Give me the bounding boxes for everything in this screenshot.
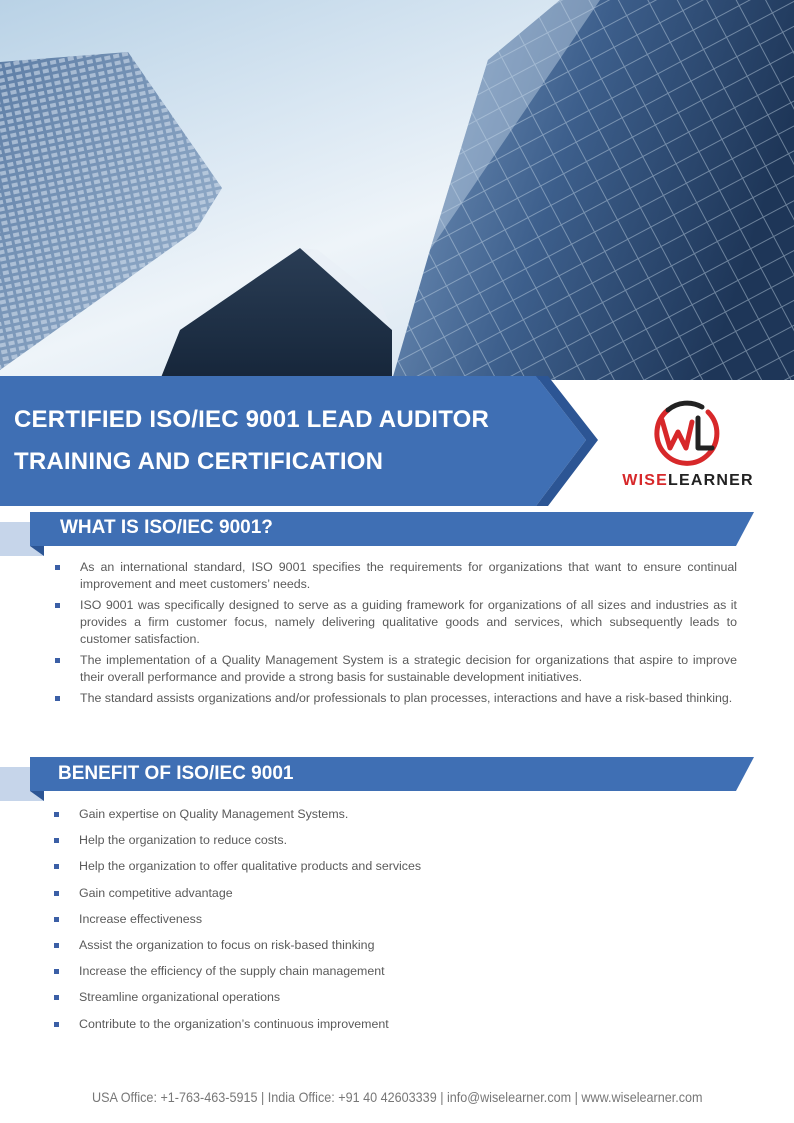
list-item-text: Gain expertise on Quality Management Systems. <box>79 807 349 821</box>
list-item <box>80 690 737 707</box>
logo-wise: WISE <box>622 472 668 489</box>
bullet-square-icon <box>54 969 59 974</box>
list-item-text: Help the organization to offer qualitative products and services <box>79 859 422 874</box>
bullet-square-icon <box>55 658 60 663</box>
list-item-text: Increase effectiveness <box>79 911 203 926</box>
list-item <box>79 911 719 937</box>
list-item <box>79 937 719 963</box>
section-title-what-is: WHAT IS ISO/IEC 9001? <box>60 517 273 538</box>
list-item-text: Contribute to the organization’s continuous improvement <box>79 1016 389 1031</box>
bullet-square-icon <box>55 603 60 608</box>
section-title-benefit: BENEFIT OF ISO/IEC 9001 <box>58 763 294 784</box>
list-item-text: As an international standard, ISO 9001 specifies the requirements for organizations that want to ensure continual improvement and meet customers’ needs. <box>80 560 737 591</box>
list-item <box>79 963 719 989</box>
list-item <box>79 858 719 884</box>
list-item-text: The standard assists organizations and/or professionals to plan processes, interactions and have a risk-based thinking. <box>80 691 733 705</box>
bullet-square-icon <box>54 943 59 948</box>
page-title-line-1: CERTIFIED ISO/IEC 9001 LEAD AUDITOR <box>14 406 490 433</box>
skyscraper-illustration <box>0 0 794 380</box>
list-item-text: Help the organization to reduce costs. <box>79 833 288 848</box>
list-item-text: Gain competitive advantage <box>79 885 233 900</box>
list-item-text: Increase the efficiency of the supply chain management <box>79 964 385 979</box>
logo-wordmark <box>608 472 768 490</box>
bullet-square-icon <box>54 891 59 896</box>
bullet-square-icon <box>54 812 59 817</box>
page-title-line-2: TRAINING AND CERTIFICATION <box>14 448 384 475</box>
list-item <box>79 832 719 858</box>
bullet-square-icon <box>54 838 59 843</box>
bullet-square-icon <box>54 917 59 922</box>
logo-learner: LEARNER <box>667 472 754 489</box>
section-header-benefit <box>0 755 794 805</box>
list-item <box>79 989 719 1015</box>
list-item <box>80 559 737 593</box>
bullet-square-icon <box>54 1022 59 1027</box>
bullet-square-icon <box>55 696 60 701</box>
list-item-text: Assist the organization to focus on risk-based thinking <box>79 937 375 952</box>
wiselearner-logo <box>608 396 768 496</box>
hero-image <box>0 0 794 380</box>
list-item <box>79 885 719 911</box>
list-item <box>79 1016 719 1042</box>
bullet-square-icon <box>54 864 59 869</box>
list-item <box>79 806 719 832</box>
benefit-list <box>79 806 719 1042</box>
what-is-list <box>80 559 737 711</box>
bullet-square-icon <box>54 995 59 1000</box>
list-item-text: ISO 9001 was specifically designed to serve as a guiding framework for organizations of all sizes and industries as it provides a firm customer focus, namely delivering qualitative goods and services, which subsequently leads to customer satisfaction. <box>80 598 737 646</box>
bullet-square-icon <box>55 565 60 570</box>
logo-mark-icon <box>650 398 720 468</box>
list-item <box>80 597 737 648</box>
section-header-what-is <box>0 510 794 560</box>
footer-contact: USA Office: +1-763-463-5915 | India Office: +91 40 42603339 | info@wiselearner.com | www.wiselearner.com <box>92 1089 703 1105</box>
list-item-text: The implementation of a Quality Management System is a strategic decision for organizations that aspire to improve their overall performance and provide a strong basis for sustainable development initiatives. <box>80 653 737 684</box>
list-item <box>80 652 737 686</box>
list-item-text: Streamline organizational operations <box>79 990 281 1005</box>
